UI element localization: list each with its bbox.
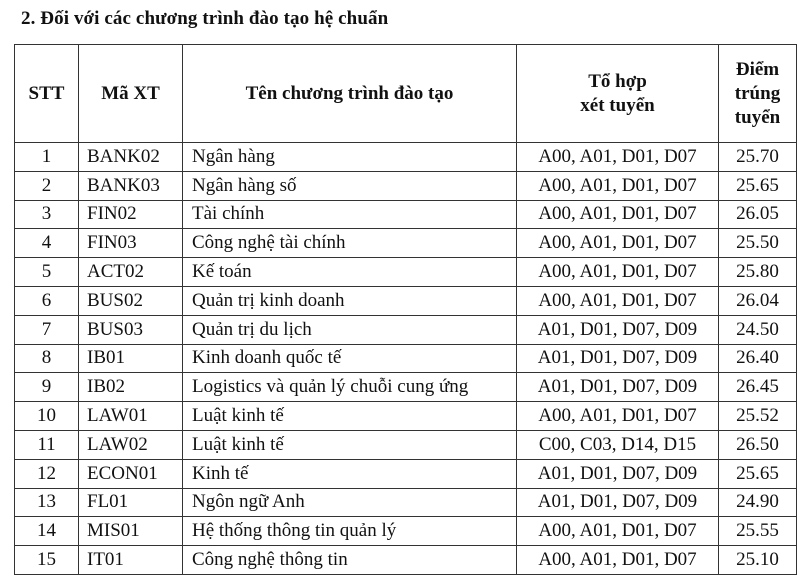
row-subject-combination: A00, A01, D01, D07 — [517, 402, 719, 431]
row-admission-score: 25.65 — [719, 459, 797, 488]
header-combo-line1: Tổ hợp — [588, 70, 647, 92]
row-code: ECON01 — [79, 459, 183, 488]
table-row — [15, 286, 797, 315]
row-subject-combination: A01, D01, D07, D09 — [517, 315, 719, 344]
row-stt: 12 — [15, 459, 79, 488]
row-admission-score: 25.55 — [719, 517, 797, 546]
table-header-row — [15, 45, 797, 143]
row-code: BANK03 — [79, 171, 183, 200]
row-admission-score: 26.05 — [719, 200, 797, 229]
row-subject-combination: A00, A01, D01, D07 — [517, 229, 719, 258]
row-admission-score: 25.80 — [719, 258, 797, 287]
row-code: BANK02 — [79, 143, 183, 172]
row-subject-combination: A01, D01, D07, D09 — [517, 459, 719, 488]
row-program-name: Ngân hàng số — [183, 171, 517, 200]
row-stt: 6 — [15, 286, 79, 315]
table-row — [15, 315, 797, 344]
row-program-name: Kinh doanh quốc tế — [183, 344, 517, 373]
header-score-line2: trúng — [734, 82, 781, 104]
row-stt: 1 — [15, 143, 79, 172]
row-program-name: Tài chính — [183, 200, 517, 229]
row-code: LAW01 — [79, 402, 183, 431]
row-program-name: Logistics và quản lý chuỗi cung ứng — [183, 373, 517, 402]
section-title: 2. Đối với các chương trình đào tạo hệ chuẩn — [21, 8, 389, 29]
table-row — [15, 373, 797, 402]
row-stt: 4 — [15, 229, 79, 258]
row-stt: 2 — [15, 171, 79, 200]
table-row — [15, 430, 797, 459]
row-code: FL01 — [79, 488, 183, 517]
row-admission-score: 25.52 — [719, 402, 797, 431]
row-stt: 14 — [15, 517, 79, 546]
row-code: IB01 — [79, 344, 183, 373]
table-row — [15, 344, 797, 373]
table-row — [15, 488, 797, 517]
table-row — [15, 258, 797, 287]
row-subject-combination: A01, D01, D07, D09 — [517, 344, 719, 373]
row-code: ACT02 — [79, 258, 183, 287]
table-row — [15, 546, 797, 575]
row-program-name: Hệ thống thông tin quản lý — [183, 517, 517, 546]
row-subject-combination: A00, A01, D01, D07 — [517, 200, 719, 229]
row-subject-combination: A01, D01, D07, D09 — [517, 373, 719, 402]
row-program-name: Quản trị du lịch — [183, 315, 517, 344]
header-code: Mã XT — [79, 45, 183, 143]
table-row — [15, 143, 797, 172]
row-code: IT01 — [79, 546, 183, 575]
row-program-name: Ngân hàng — [183, 143, 517, 172]
table-row — [15, 229, 797, 258]
table-row — [15, 200, 797, 229]
header-subject-combination — [517, 45, 719, 143]
row-program-name: Kế toán — [183, 258, 517, 287]
row-stt: 15 — [15, 546, 79, 575]
row-admission-score: 24.90 — [719, 488, 797, 517]
row-admission-score: 26.45 — [719, 373, 797, 402]
row-program-name: Công nghệ tài chính — [183, 229, 517, 258]
table-row — [15, 171, 797, 200]
row-code: FIN02 — [79, 200, 183, 229]
header-stt: STT — [15, 45, 79, 143]
row-stt: 3 — [15, 200, 79, 229]
row-stt: 5 — [15, 258, 79, 287]
row-admission-score: 25.10 — [719, 546, 797, 575]
row-admission-score: 25.50 — [719, 229, 797, 258]
row-subject-combination: A00, A01, D01, D07 — [517, 546, 719, 575]
row-program-name: Quản trị kinh doanh — [183, 286, 517, 315]
header-combo-line2: xét tuyển — [580, 94, 655, 116]
row-code: MIS01 — [79, 517, 183, 546]
admission-scores-table — [14, 44, 797, 575]
row-stt: 10 — [15, 402, 79, 431]
row-subject-combination: A00, A01, D01, D07 — [517, 517, 719, 546]
row-stt: 13 — [15, 488, 79, 517]
row-subject-combination: A00, A01, D01, D07 — [517, 286, 719, 315]
header-score-line3: tuyển — [734, 106, 781, 128]
row-code: BUS02 — [79, 286, 183, 315]
header-admission-score — [719, 45, 797, 143]
row-code: IB02 — [79, 373, 183, 402]
row-program-name: Kinh tế — [183, 459, 517, 488]
row-stt: 9 — [15, 373, 79, 402]
header-score-line1: Điểm — [735, 58, 780, 80]
row-stt: 8 — [15, 344, 79, 373]
row-admission-score: 26.40 — [719, 344, 797, 373]
table-body — [15, 143, 797, 575]
row-subject-combination: A00, A01, D01, D07 — [517, 171, 719, 200]
row-admission-score: 24.50 — [719, 315, 797, 344]
row-program-name: Luật kinh tế — [183, 430, 517, 459]
row-admission-score: 25.65 — [719, 171, 797, 200]
header-program-name: Tên chương trình đào tạo — [183, 45, 517, 143]
row-code: LAW02 — [79, 430, 183, 459]
row-program-name: Ngôn ngữ Anh — [183, 488, 517, 517]
row-subject-combination: A01, D01, D07, D09 — [517, 488, 719, 517]
row-program-name: Luật kinh tế — [183, 402, 517, 431]
table-row — [15, 517, 797, 546]
row-code: BUS03 — [79, 315, 183, 344]
row-admission-score: 26.50 — [719, 430, 797, 459]
table-row — [15, 402, 797, 431]
row-stt: 11 — [15, 430, 79, 459]
row-subject-combination: C00, C03, D14, D15 — [517, 430, 719, 459]
table-row — [15, 459, 797, 488]
row-stt: 7 — [15, 315, 79, 344]
row-code: FIN03 — [79, 229, 183, 258]
row-subject-combination: A00, A01, D01, D07 — [517, 143, 719, 172]
row-admission-score: 25.70 — [719, 143, 797, 172]
row-admission-score: 26.04 — [719, 286, 797, 315]
row-subject-combination: A00, A01, D01, D07 — [517, 258, 719, 287]
row-program-name: Công nghệ thông tin — [183, 546, 517, 575]
